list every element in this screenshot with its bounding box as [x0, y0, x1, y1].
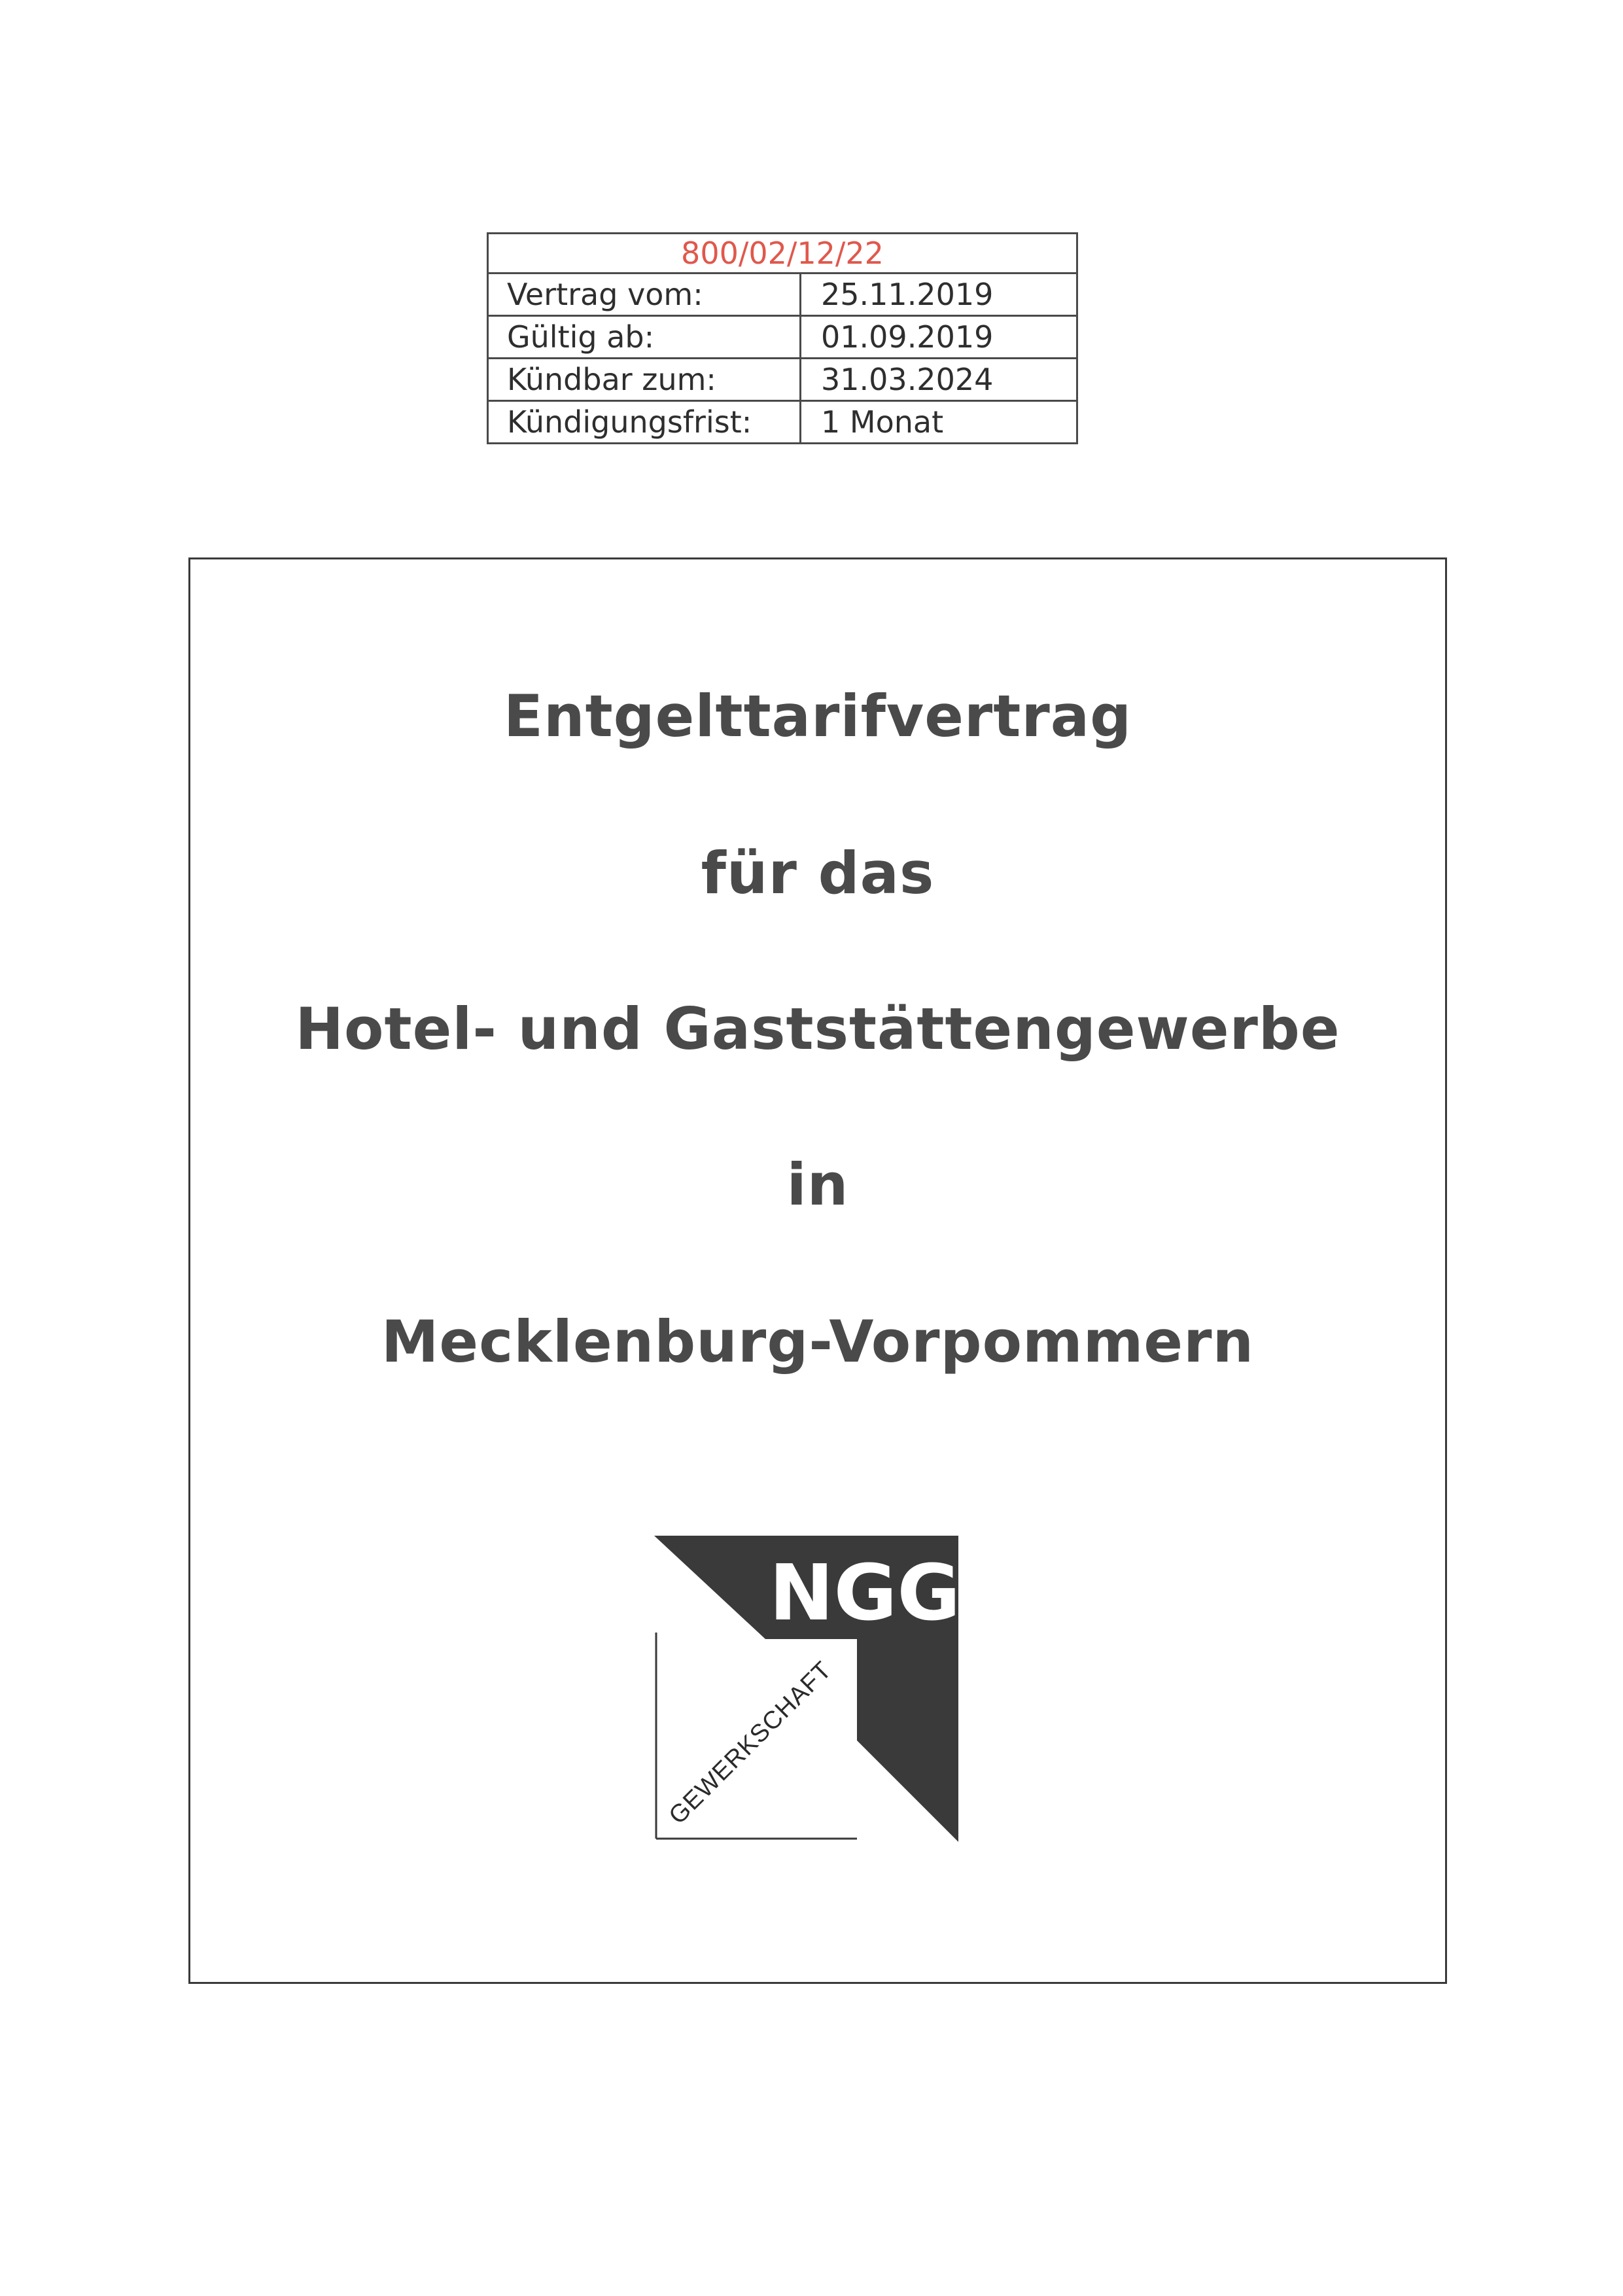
info-label: Vertrag vom: [489, 274, 801, 315]
svg-text:GEWERKSCHAFT: GEWERKSCHAFT [663, 1656, 837, 1830]
info-label: Kündbar zum: [489, 359, 801, 400]
info-label: Kündigungsfrist: [489, 402, 801, 442]
info-row-valid-from [489, 317, 1076, 359]
info-label: Gültig ab: [489, 317, 801, 357]
info-value: 25.11.2019 [821, 277, 994, 312]
title-line-5: Mecklenburg-Vorpommern [381, 1308, 1255, 1375]
ngg-logo [654, 1534, 962, 1842]
contract-info-table [487, 232, 1078, 444]
info-value: 1 Monat [821, 404, 944, 440]
document-title: Entgelttarifvertrag [503, 682, 1132, 750]
info-value: 31.03.2024 [821, 362, 994, 397]
reference-number: 800/02/12/22 [489, 234, 1076, 274]
info-row-contract-date [489, 274, 1076, 317]
info-row-notice-period [489, 402, 1076, 442]
title-line-3: Hotel- und Gaststättengewerbe [295, 995, 1340, 1063]
ngg-logo-graphic [654, 1534, 962, 1842]
title-line-4: in [786, 1151, 849, 1218]
title-line-2: für das [701, 839, 935, 907]
info-row-terminable-on [489, 359, 1076, 402]
svg-text:NGG: NGG [769, 1547, 961, 1638]
info-value: 01.09.2019 [821, 319, 994, 355]
